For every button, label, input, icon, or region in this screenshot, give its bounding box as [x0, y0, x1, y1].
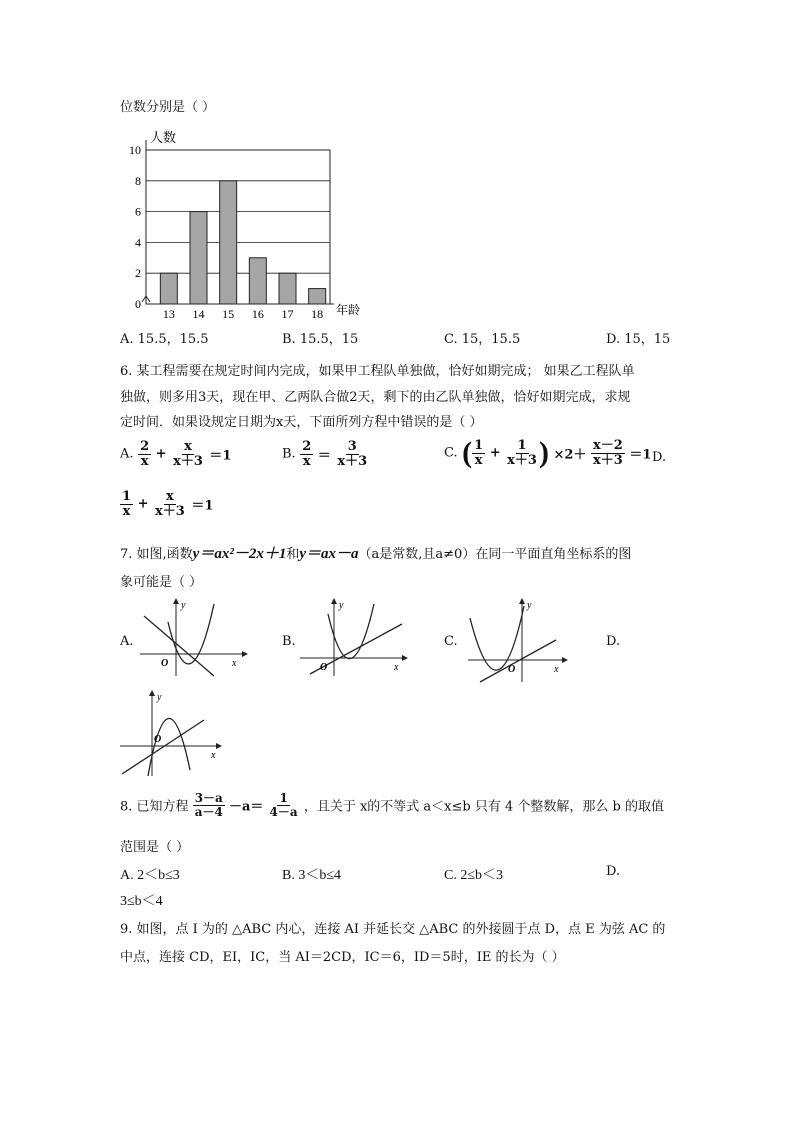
x-tick-label: 17 [281, 307, 294, 321]
q5-option-d[interactable]: D. 15，15 [606, 332, 671, 347]
q6-line-3: 定时间．如果设规定日期为x天，下面所列方程中错误的是（ ） [120, 415, 483, 430]
q7-graph-b[interactable] [298, 598, 408, 678]
q8-option-d[interactable]: 3≤b＜4 [120, 894, 163, 909]
axis-x-label: x [211, 750, 216, 761]
q6-option-b[interactable]: B. $\frac{2}{x}$ ＝ $\frac{3}{x+3}$ [282, 439, 368, 469]
q6-line-2: 独做，则多用3天，现在甲、乙两队合做2天，剩下的由乙队单独做，恰好如期完成，求规 [120, 390, 631, 405]
bar-15 [220, 181, 237, 304]
x-tick-label: 18 [311, 307, 324, 321]
q8-option-a[interactable]: A. 2＜b≤3 [120, 868, 180, 883]
axis-x-label: x [554, 664, 559, 675]
q7-graph-a[interactable] [138, 598, 248, 678]
q7-line-2: 象可能是（ ） [120, 575, 203, 590]
q7-graph-c[interactable] [468, 598, 570, 684]
q9-line-2: 中点，连接 CD，EI，IC，当 AI＝2CD，IC＝6，ID＝5时，IE 的长为（ ） [120, 950, 565, 965]
q8-line-1: 8. 已知方程 $\frac{3-a}{a-4}$ －a＝ $\frac{1}{4-a}$ ，且关于 x的不等式 a＜x≤b 只有 4 个整数解，那么 b 的取值 [120, 791, 664, 819]
axis-x-label: x [232, 658, 237, 669]
q7-option-d-label[interactable]: D. [606, 634, 621, 649]
y-tick-label: 10 [129, 143, 141, 157]
q6-option-d[interactable]: $\frac{1}{x}$ + $\frac{x}{x+3}$ ＝1 [122, 489, 214, 519]
bar-13 [160, 273, 177, 304]
axis-y-label: y [181, 600, 186, 611]
bar-16 [249, 258, 266, 304]
q7-line-1: 7. 如图,函数y＝ax²－2x＋1和y＝ax－a（a是常数,且a≠0）在同一平面直角坐标系的图 [120, 546, 632, 562]
q6-option-c[interactable]: C. ( $\frac{1}{x}$ + $\frac{1}{x+3}$ ) ×2＋ $\frac{x-2}{x+3}$ ＝1 [444, 436, 652, 469]
y-tick-label: 2 [135, 266, 141, 281]
y-tick-label: 8 [135, 173, 141, 188]
y-tick-label: 6 [135, 204, 141, 219]
q8-option-b[interactable]: B. 3＜b≤4 [282, 868, 342, 883]
origin-label: O [320, 662, 328, 673]
bar-18 [309, 289, 326, 304]
q5-option-b[interactable]: B. 15.5，15 [282, 332, 359, 347]
origin-label: O [508, 664, 516, 675]
axis-y-label: y [157, 692, 162, 703]
q7-graph-d[interactable] [118, 690, 224, 778]
q7-option-c-label[interactable]: C. [444, 634, 458, 649]
q5-question-tail: 位数分别是（ ） [120, 100, 216, 115]
x-tick-label: 16 [251, 307, 264, 321]
axis-y-label: y [339, 600, 344, 611]
q6-option-d-label[interactable]: D. [652, 450, 667, 465]
q8-line-2: 范围是（ ） [120, 840, 190, 855]
y-tick-label: 4 [135, 235, 141, 250]
axis-y-label: y [527, 600, 532, 611]
q8-option-d-label[interactable]: D. [606, 864, 621, 879]
axis-x-label: x [394, 662, 399, 673]
origin-label: O [154, 734, 162, 745]
q5-option-a[interactable]: A. 15.5，15.5 [120, 332, 209, 347]
q9-line-1: 9. 如图，点 I 为的 △ABC 内心，连接 AI 并延长交 △ABC 的外接圆于点 D，点 E 为弦 AC 的 [120, 922, 666, 937]
q8-option-c[interactable]: C. 2≤b＜3 [444, 868, 504, 883]
q7-option-a-label[interactable]: A. [120, 634, 134, 649]
origin-label: O [161, 658, 169, 669]
x-tick-label: 15 [222, 307, 235, 321]
q6-option-a[interactable]: A. $\frac{2}{x}$ + $\frac{x}{x+3}$ ＝1 [120, 439, 232, 469]
q5-option-c[interactable]: C. 15，15.5 [444, 332, 521, 347]
age-bar-chart [118, 126, 378, 324]
x-axis-title: 年龄 [336, 303, 361, 317]
q6-line-1: 6. 某工程需要在规定时间内完成，如果甲工程队单独做，恰好如期完成； 如果乙工程队单 [120, 364, 635, 379]
x-tick-label: 14 [192, 307, 205, 321]
bar-17 [279, 273, 296, 304]
q7-option-b-label[interactable]: B. [282, 634, 296, 649]
x-tick-label: 13 [162, 307, 175, 321]
y-tick-label: 0 [135, 297, 141, 311]
bar-14 [190, 212, 207, 304]
y-axis-title: 人数 [150, 130, 177, 145]
